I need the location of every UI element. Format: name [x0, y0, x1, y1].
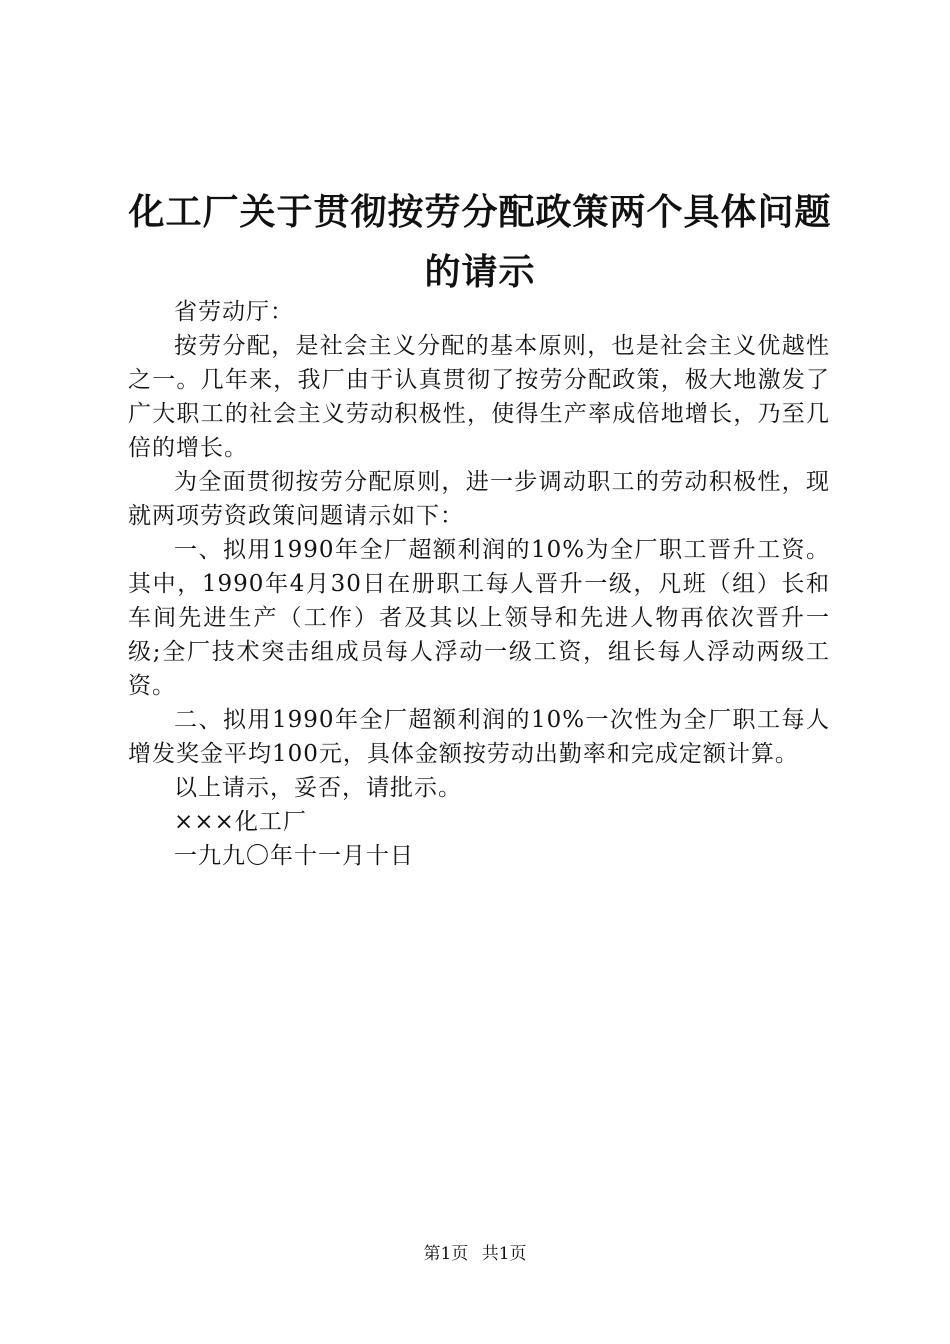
paragraph-2: 为全面贯彻按劳分配原则，进一步调动职工的劳动积极性，现就两项劳资政策问题请示如下： [128, 469, 830, 529]
signature: ×××化工厂 [174, 809, 307, 835]
document-title: 化工厂关于贯彻按劳分配政策两个具体问题的请示 [128, 191, 832, 293]
date: 一九九〇年十一月十日 [174, 843, 414, 869]
paragraph-1: 按劳分配，是社会主义分配的基本原则，也是社会主义优越性之一。几年来，我厂由于认真贯彻了按劳分配政策，极大地激发了广大职工的社会主义劳动积极性，使得生产率成倍地增长，乃至几倍的增长。 [128, 333, 830, 461]
total-pages: 共1页 [481, 1244, 527, 1264]
document-body [128, 295, 830, 873]
paragraph-4: 二、拟用1990年全厂超额利润的10%一次性为全厂职工每人增发奖金平均100元，具体金额按劳动出勤率和完成定额计算。 [128, 707, 830, 767]
salutation: 省劳动厅： [174, 299, 294, 325]
closing-line: 以上请示，妥否，请批示。 [174, 775, 462, 801]
page-number: 第1页 [423, 1244, 469, 1264]
paragraph-3: 一、拟用1990年全厂超额利润的10%为全厂职工晋升工资。其中，1990年4月30日在册职工每人晋升一级，凡班（组）长和车间先进生产（工作）者及其以上领导和先进人物再依次晋升一级;全厂技术突击组成员每人浮动一级工资，组长每人浮动两级工资。 [128, 537, 830, 699]
page-footer [0, 1242, 950, 1266]
